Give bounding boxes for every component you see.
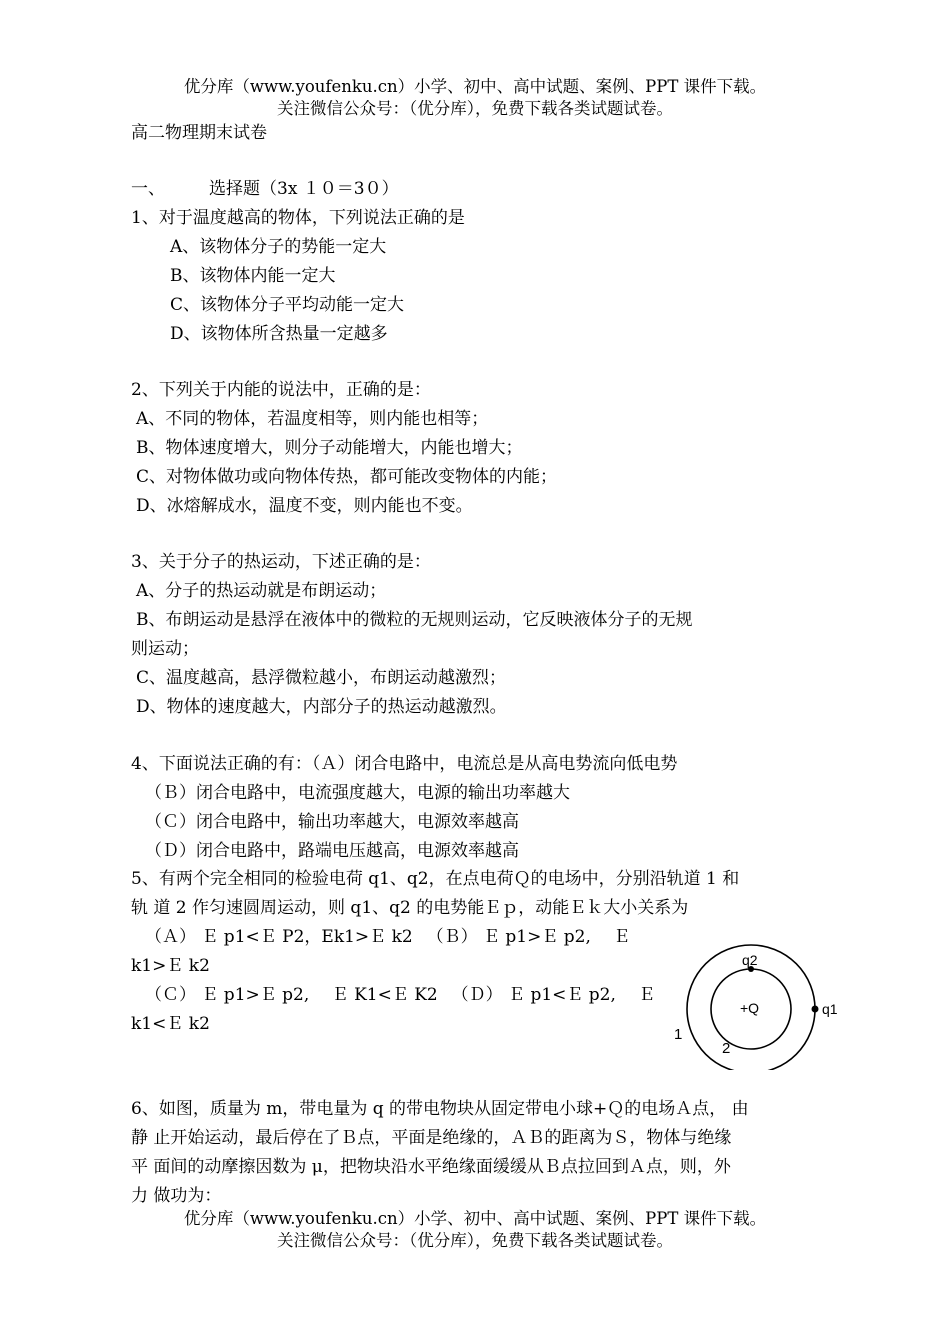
orbit-2-label: 2	[722, 1040, 731, 1057]
orbit-1-label: 1	[674, 1026, 683, 1043]
q5-stem-line-1: 5、有两个完全相同的检验电荷 q1、q2，在点电荷Ｑ的电场中，分别沿轨道 1 和	[131, 869, 740, 889]
q3-option-b-cont: 则运动；	[131, 639, 199, 659]
q2-option-d: D、冰熔解成水，温度不变，则内能也不变。	[136, 496, 473, 516]
q4-option-d: （Ｄ）闭合电路中，路端电压越高，电源效率越高	[145, 841, 519, 861]
q3-option-c: C、温度越高，悬浮微粒越小，布朗运动越激烈；	[136, 668, 507, 688]
header-line-1: 优分库（www.youfenku.cn）小学、初中、高中试题、案例、PPT 课件下载。	[183, 77, 767, 96]
q5-option-b-cont: k1>Ｅ k2	[131, 956, 210, 976]
q5-option-cd: （Ｃ） Ｅ p1>Ｅ p2, Ｅ K1<Ｅ K2 （Ｄ） Ｅ p1<Ｅ p2, Ｅ	[145, 985, 656, 1005]
q6-stem-line-4: 力 做功为：	[131, 1186, 222, 1206]
q3-option-d: D、物体的速度越大，内部分子的热运动越激烈。	[136, 697, 507, 717]
q2-label: q2	[742, 952, 758, 968]
q3-option-a: A、分子的热运动就是布朗运动；	[136, 581, 387, 601]
orbit-diagram	[660, 940, 860, 1070]
q2-option-b: B、物体速度增大，则分子动能增大，内能也增大；	[136, 438, 523, 458]
q6-stem-line-1: 6、如图，质量为 m，带电量为 q 的带电物块从固定带电小球+Ｑ的电场Ａ点， 由	[131, 1099, 749, 1119]
q4-option-b: （Ｂ）闭合电路中，电流强度越大，电源的输出功率越大	[145, 783, 570, 803]
q5-option-ab: （Ａ） Ｅ p1<Ｅ P2，Ek1>Ｅ k2 （Ｂ） Ｅ p1>Ｅ p2, Ｅ	[145, 927, 631, 947]
q4-option-c: （Ｃ）闭合电路中，输出功率越大，电源效率越高	[145, 812, 519, 832]
q2-stem: 2、下列关于内能的说法中，正确的是：	[131, 380, 431, 400]
q1-option-a: A、该物体分子的势能一定大	[170, 237, 387, 257]
footer-line-2: 关注微信公众号：（优分库），免费下载各类试题试卷。	[277, 1231, 673, 1250]
q1-stem: 1、对于温度越高的物体，下列说法正确的是	[131, 208, 465, 228]
q6-stem-line-3: 平 面间的动摩擦因数为 μ，把物块沿水平绝缘面缓缓从Ｂ点拉回到Ａ点，则，外	[131, 1157, 731, 1177]
q2-option-a: A、不同的物体，若温度相等，则内能也相等；	[136, 409, 489, 429]
q1-option-c: C、该物体分子平均动能一定大	[170, 295, 405, 315]
section-label: 选择题（3x １０＝3０）	[209, 179, 399, 199]
q1-label: q1	[822, 1001, 838, 1017]
q1-dot	[812, 1006, 819, 1013]
header-line-2: 关注微信公众号：（优分库），免费下载各类试题试卷。	[277, 99, 673, 118]
q1-option-d: D、该物体所含热量一定越多	[170, 324, 388, 344]
footer-line-1: 优分库（www.youfenku.cn）小学、初中、高中试题、案例、PPT 课件下载。	[183, 1209, 767, 1228]
q2-option-c: C、对物体做功或向物体传热，都可能改变物体的内能；	[136, 467, 558, 487]
q3-option-b: B、布朗运动是悬浮在液体中的微粒的无规则运动，它反映液体分子的无规	[136, 610, 693, 630]
q6-stem-line-2: 静 止开始运动，最后停在了Ｂ点，平面是绝缘的，ＡＢ的距离为Ｓ，物体与绝缘	[131, 1128, 732, 1148]
q5-option-d-cont: k1<Ｅ k2	[131, 1014, 210, 1034]
q3-stem: 3、关于分子的热运动，下述正确的是：	[131, 552, 431, 572]
page-title: 高二物理期末试卷	[131, 123, 267, 143]
q1-option-b: B、该物体内能一定大	[170, 266, 336, 286]
q4-stem: 4、下面说法正确的有：（Ａ）闭合电路中，电流总是从高电势流向低电势	[131, 754, 678, 774]
q5-stem-line-2: 轨 道 2 作匀速圆周运动，则 q1、q2 的电势能Ｅｐ，动能Ｅｋ大小关系为	[131, 898, 689, 918]
charge-q-label: +Q	[740, 1000, 760, 1016]
section-number: 一、	[131, 179, 165, 199]
